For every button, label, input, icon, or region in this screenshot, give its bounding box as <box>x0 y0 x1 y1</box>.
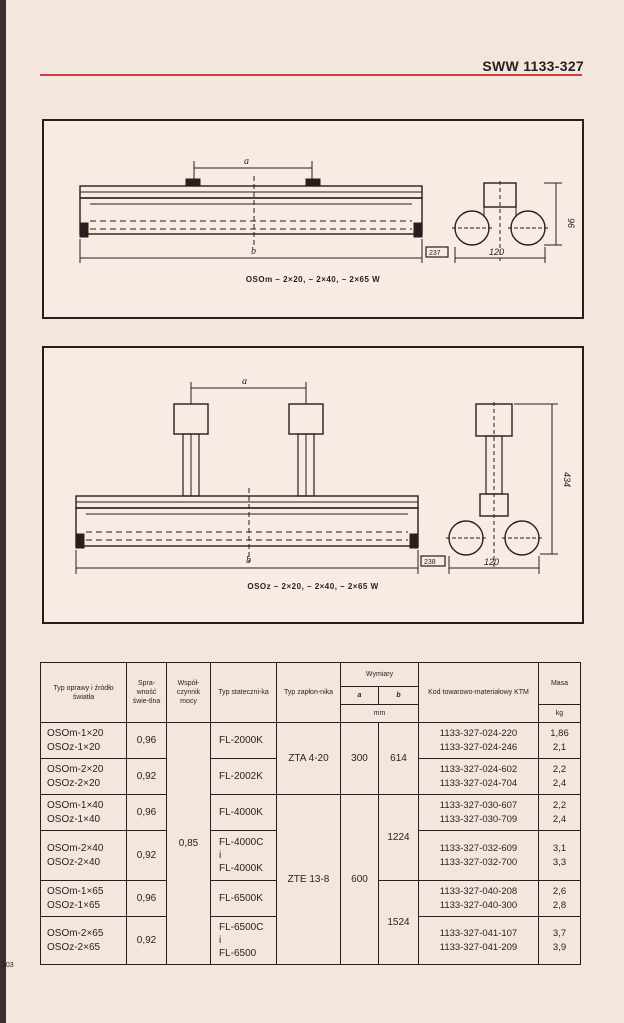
ballast-cell: FL-4000K <box>219 863 263 874</box>
code-cell: 1133-327-041-107 <box>439 927 518 939</box>
type-cell: OSOm-1×40 <box>47 799 104 811</box>
document-code: SWW 1133-327 <box>482 58 584 74</box>
type-cell: OSOz-2×65 <box>47 941 101 953</box>
mass-cell: 2,4 <box>552 777 567 789</box>
efficiency-cell: 0,92 <box>127 831 167 881</box>
mass-cell: 3,7 <box>552 927 567 939</box>
header-mass-unit: kg <box>539 705 581 723</box>
efficiency-cell: 0,92 <box>127 917 167 965</box>
ballast-cell: FL-6500C <box>219 922 264 933</box>
width-dimension-label: 120 <box>489 247 505 257</box>
specification-table <box>40 662 581 965</box>
dimension-b-label: b <box>246 555 251 566</box>
efficiency-cell: 0,96 <box>127 881 167 917</box>
code-cell: 1133-327-040-300 <box>439 899 518 911</box>
mass-cell: 2,6 <box>552 885 567 897</box>
mass-cell: 2,2 <box>552 799 567 811</box>
type-cell: OSOz-2×40 <box>47 856 101 868</box>
code-cell: 1133-327-032-700 <box>439 856 518 868</box>
mass-cell: 1,86 <box>550 727 569 739</box>
ballast-cell: i <box>219 850 222 861</box>
code-cell: 1133-327-032-609 <box>439 842 518 854</box>
starter-cell: ZTE 13-8 <box>277 795 341 965</box>
header-dim-a: a <box>341 687 379 705</box>
figure-osom-caption: OSOm – 2×20, – 2×40, – 2×65 W <box>245 275 381 284</box>
type-cell: OSOm-1×20 <box>47 727 104 739</box>
ballast-cell: FL-2002K <box>211 759 277 795</box>
mass-cell: 3,1 <box>552 842 567 854</box>
code-cell: 1133-327-024-246 <box>439 741 518 753</box>
header-code: Kod towarowo-materiałowy KTM <box>419 663 539 723</box>
dim-a-cell: 600 <box>341 795 379 965</box>
type-cell: OSOz-2×20 <box>47 777 101 789</box>
type-cell: OSOm-2×65 <box>47 927 104 939</box>
code-cell: 1133-327-030-607 <box>439 799 518 811</box>
ballast-cell: FL-4000C <box>219 837 264 848</box>
efficiency-cell: 0,96 <box>127 723 167 759</box>
power-factor-cell: 0,85 <box>167 723 211 965</box>
mass-cell: 3,3 <box>552 856 567 868</box>
mass-cell: 2,4 <box>552 813 567 825</box>
type-cell: OSOz-1×40 <box>47 813 101 825</box>
figure-osom-panel <box>42 119 584 319</box>
starter-cell: ZTA 4-20 <box>277 723 341 795</box>
ballast-cell: FL-4000K <box>211 795 277 831</box>
type-cell: OSOz-1×65 <box>47 899 101 911</box>
header-rule <box>40 74 582 76</box>
figure-osoz-caption: OSOz – 2×20, – 2×40, – 2×65 W <box>247 582 379 591</box>
dimension-b-label: b <box>251 246 256 257</box>
type-cell: OSOm-2×20 <box>47 763 104 775</box>
header-starter: Typ zapłon-nika <box>277 663 341 723</box>
efficiency-cell: 0,92 <box>127 759 167 795</box>
mass-cell: 2,2 <box>552 763 567 775</box>
mass-cell: 2,1 <box>552 741 567 753</box>
header-dimensions: Wymiary <box>341 663 419 687</box>
dimension-a-label: a <box>244 156 249 167</box>
efficiency-cell: 0,96 <box>127 795 167 831</box>
code-cell: 1133-327-030-709 <box>439 813 518 825</box>
ballast-cell: FL-6500 <box>219 948 257 959</box>
header-mass: Masa <box>539 663 581 705</box>
dim-b-cell: 1224 <box>379 795 419 881</box>
figure-osoz-drawing <box>44 348 582 622</box>
header-dim-unit: mm <box>341 705 419 723</box>
code-cell: 1133-327-024-602 <box>439 763 518 775</box>
ballast-cell: i <box>219 935 222 946</box>
dimension-a-label: a <box>242 376 247 387</box>
header-dim-b: b <box>379 687 419 705</box>
drawing-ref-box: 237 <box>429 250 441 257</box>
code-cell: 1133-327-024-704 <box>439 777 518 789</box>
figure-osom-drawing <box>44 121 582 317</box>
figure-osoz-panel <box>42 346 584 624</box>
height-dimension-label: 434 <box>562 472 572 488</box>
ballast-cell: FL-6500K <box>211 881 277 917</box>
mass-cell: 2,8 <box>552 899 567 911</box>
dim-b-cell: 1524 <box>379 881 419 965</box>
width-dimension-label: 120 <box>484 557 500 567</box>
type-cell: OSOm-2×40 <box>47 842 104 854</box>
type-cell: OSOm-1×65 <box>47 885 104 897</box>
type-cell: OSOz-1×20 <box>47 741 101 753</box>
drawing-ref-box: 238 <box>424 559 436 566</box>
height-dimension-label: 96 <box>566 218 576 229</box>
mass-cell: 3,9 <box>552 941 567 953</box>
header-type: Typ oprawy i źródło światła <box>41 663 127 723</box>
header-ballast: Typ stateczni-ka <box>211 663 277 723</box>
code-cell: 1133-327-040-208 <box>439 885 518 897</box>
code-cell: 1133-327-041-209 <box>439 941 518 953</box>
page-binding-edge <box>0 0 6 1023</box>
code-cell: 1133-327-024-220 <box>439 727 518 739</box>
ballast-cell: FL-2000K <box>211 723 277 759</box>
page-number: 203 <box>2 962 14 969</box>
dim-b-cell: 614 <box>379 723 419 795</box>
table-row <box>41 795 581 831</box>
table-row <box>41 723 581 759</box>
dim-a-cell: 300 <box>341 723 379 795</box>
header-power-factor: Współ-czynnik mocy <box>167 663 211 723</box>
header-efficiency: Spra-wność świe-tlna <box>127 663 167 723</box>
